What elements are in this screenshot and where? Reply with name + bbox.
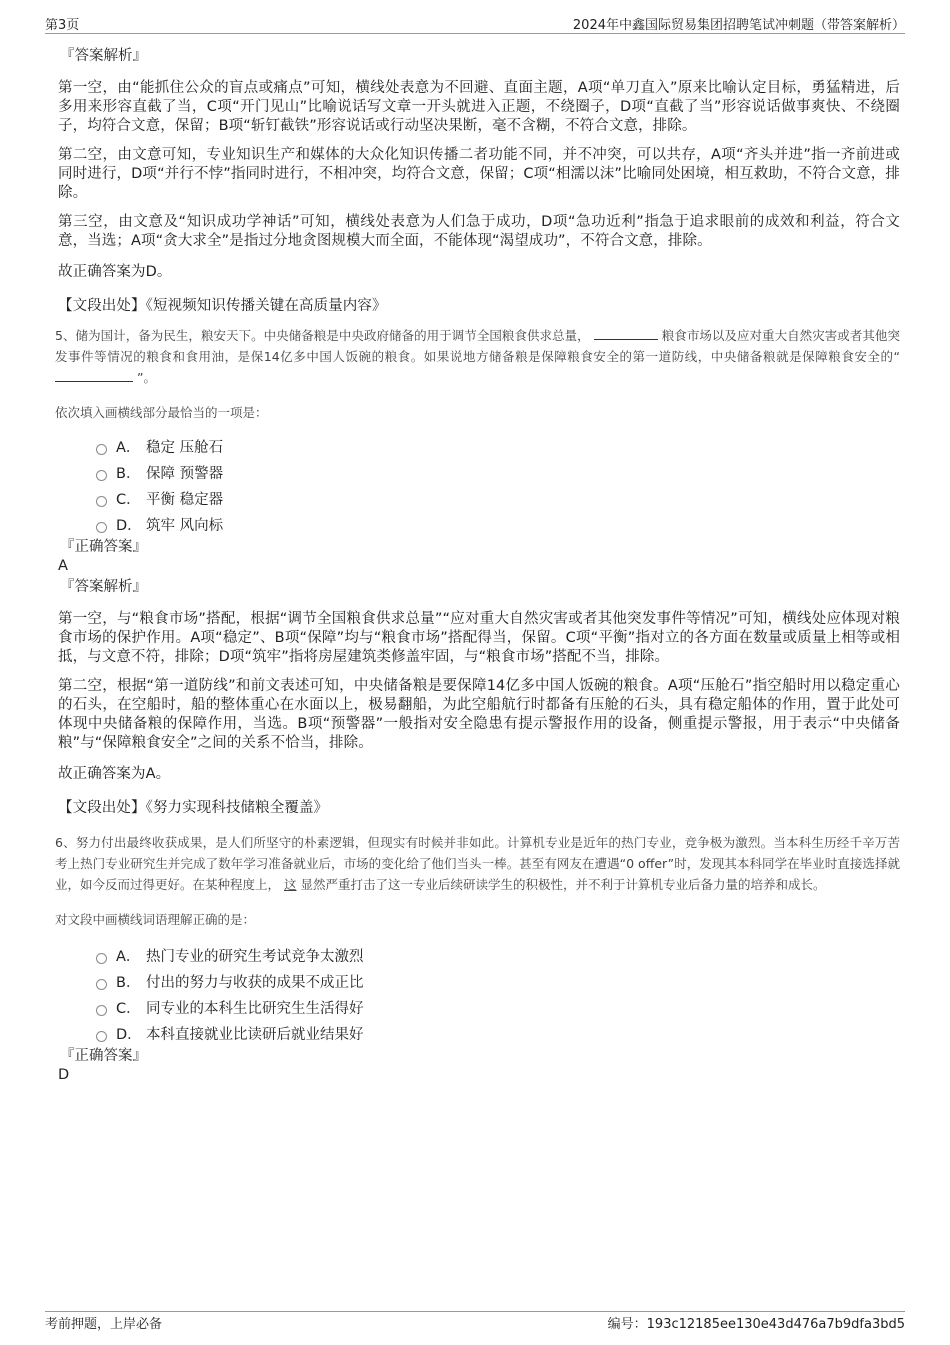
q5-option-b[interactable]: B． 保障 预警器	[96, 459, 900, 485]
radio-icon[interactable]	[96, 444, 107, 455]
q5-stem-part1: 5、储为国计，备为民生，粮安天下。中央储备粮是中央政府储备的用于调节全国粮食供求总量，	[55, 328, 590, 343]
q5-analysis-p2: 第二空，根据“第一道防线”和前文表述可知，中央储备粮是要保障14亿多中国人饭碗的粮食。A项“压舱石”指空船时用以稳定重心的石头，在空船时，船的整体重心在水面以上，极易翻船，为此空船航行时都备有压舱的石头，具有稳定船体的作用，置于此处可体现中央储备粮的保障作用，当选。B项“预警器”一般指对安全隐患有提示警报作用的设备，侧重提示警报，用于表示“中央储备粮”与“保障粮食安全”之间的关系不恰当，排除。	[58, 678, 900, 751]
q6-option-a[interactable]: A． 热门专业的研究生考试竞争太激烈	[96, 942, 900, 968]
q5-correct-label: 『正确答案』	[60, 539, 147, 555]
q5-analysis-p1: 第一空，与“粮食市场”搭配，根据“调节全国粮食供求总量”“应对重大自然灾害或者其他突发事件等情况”可知，横线处应体现对粮食市场的保护作用。A项“稳定”、B项“保障”均与“粮食市场”搭配得当，保留。C项“平衡”指对立的各方面在数量或质量上相等或相抵，与文意不符，排除；D项“筑牢”指将房屋建筑类修盖牢固，与“粮食市场”搭配不当，排除。	[58, 611, 900, 665]
header-divider	[45, 33, 905, 34]
page-number: 第3页	[45, 18, 80, 33]
q4-analysis-p1: 第一空，由“能抓住公众的盲点或痛点”可知，横线处表意为不回避、直面主题，A项“单刀直入”原来比喻认定目标，勇猛精进，后多用来形容直截了当，C项“开门见山”比喻说话写文章一开头就进入正题，不绕圈子，D项“直截了当”形容说话做事爽快、不绕圈子，均符合文意，保留；B项“斩钉截铁”形容说话或行动坚决果断，毫不含糊，不符合文意，排除。	[58, 80, 900, 134]
radio-icon[interactable]	[96, 1031, 107, 1042]
q6-options	[96, 942, 900, 1046]
q5-conclusion: 故正确答案为A。	[58, 766, 171, 782]
q5-analysis-label: 『答案解析』	[60, 579, 147, 595]
q6-stem	[55, 832, 900, 895]
q6-correct-answer: D	[58, 1067, 70, 1083]
main-content	[55, 46, 900, 1084]
footer-divider	[45, 1311, 905, 1312]
radio-icon[interactable]	[96, 470, 107, 481]
q6-option-c[interactable]: C． 同专业的本科生比研究生生活得好	[96, 994, 900, 1020]
page-header	[45, 14, 905, 34]
q4-analysis-p2: 第二空，由文意可知，专业知识生产和媒体的大众化知识传播二者功能不同，并不冲突，可以共存，A项“齐头并进”指一齐前进或同时进行，D项“并行不悖”指同时进行，不相冲突，均符合文意，保留；C项“相濡以沫”比喻同处困境，相互救助，不符合文意，排除。	[58, 147, 900, 201]
q5-blank-1	[594, 327, 658, 340]
q6-correct-label: 『正确答案』	[60, 1048, 147, 1064]
q5-source: 【文段出处】《努力实现科技储粮全覆盖》	[58, 800, 329, 816]
radio-icon[interactable]	[96, 953, 107, 964]
q5-options	[96, 433, 900, 537]
q6-stem-part2: 显然严重打击了这一专业后续研读学生的积极性，并不利于计算机专业后备力量的培养和成长。	[300, 877, 826, 892]
radio-icon[interactable]	[96, 1005, 107, 1016]
q5-blank-2	[55, 369, 133, 382]
q5-option-a[interactable]: A． 稳定 压舱石	[96, 433, 900, 459]
footer-serial: 编号：193c12185ee130e43d476a7b9dfa3bd5	[607, 1317, 905, 1332]
q6-option-b[interactable]: B． 付出的努力与收获的成果不成正比	[96, 968, 900, 994]
radio-icon[interactable]	[96, 522, 107, 533]
q5-stem-part3: ”。	[136, 370, 156, 385]
q5-prompt: 依次填入画横线部分最恰当的一项是：	[55, 405, 268, 420]
radio-icon[interactable]	[96, 496, 107, 507]
radio-icon[interactable]	[96, 979, 107, 990]
q5-option-c[interactable]: C． 平衡 稳定器	[96, 485, 900, 511]
q4-analysis-p3: 第三空，由文意及“知识成功学神话”可知，横线处表意为人们急于成功，D项“急功近利”指急于追求眼前的成效和利益，符合文意，当选；A项“贪大求全”是指过分地贪图规模大而全面，不能体现“渴望成功”，不符合文意，排除。	[58, 214, 900, 249]
q4-analysis-label: 『答案解析』	[60, 48, 147, 64]
q5-option-d[interactable]: D． 筑牢 风向标	[96, 511, 900, 537]
footer-slogan: 考前押题，上岸必备	[45, 1317, 163, 1332]
q5-stem-part2: 粮食市场以及应对重大自然灾害或者其他突发事件等情况的粮食和食用油，是保14亿多中国人饭碗的粮食。如果说地方储备粮是保障粮食安全的第一道防线，中央储备粮就是保障粮食安全的“	[55, 328, 900, 364]
q5-correct-answer: A	[58, 558, 68, 574]
q4-conclusion: 故正确答案为D。	[58, 264, 172, 280]
q4-source: 【文段出处】《短视频知识传播关键在高质量内容》	[58, 298, 387, 314]
q6-stem-part1: 6、努力付出最终收获成果，是人们所坚守的朴素逻辑，但现实有时候并非如此。计算机专业是近年的热门专业，竞争极为激烈。当本科生历经千辛万苦考上热门专业研究生并完成了数年学习准备就业后，市场的变化给了他们当头一棒。甚至有网友在遭遇“0 offer”时，发现其本科同学在毕业时直接选择就业，如今反而过得更好。在某种程度上，	[55, 835, 900, 892]
q6-underlined-word: 这	[284, 877, 297, 892]
q6-prompt: 对文段中画横线词语理解正确的是：	[55, 912, 256, 927]
page-footer	[45, 1313, 905, 1333]
q5-stem	[55, 325, 900, 388]
document-title: 2024年中鑫国际贸易集团招聘笔试冲刺题（带答案解析）	[572, 18, 905, 33]
q6-option-d[interactable]: D． 本科直接就业比读研后就业结果好	[96, 1020, 900, 1046]
